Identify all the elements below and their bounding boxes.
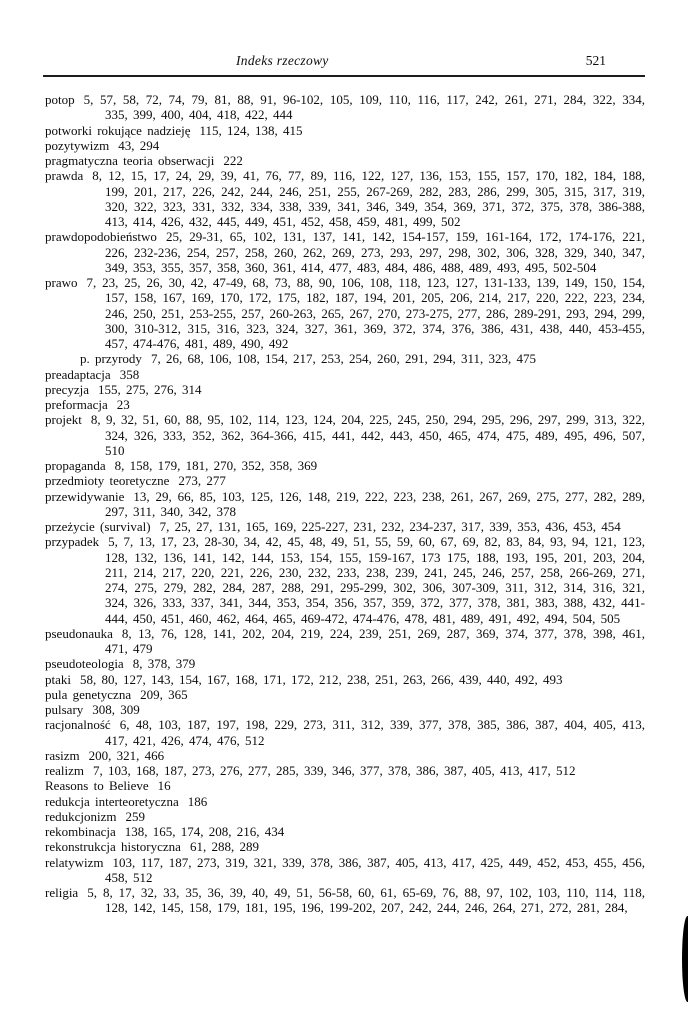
index-term: ptaki [45,671,71,687]
index-entry [45,153,645,168]
page-title: Indeks rzeczowy [236,53,329,68]
index-entry [45,275,645,351]
index-page-numbers: 358 [119,366,140,382]
index-term: pulsary [45,702,84,717]
index-term: przypadek [45,534,100,550]
index-term: Reasons to Believe [45,778,149,794]
index-entry [45,382,645,397]
index-page-numbers: 25, 29-31, 65, 102, 131, 137, 141, 142, 154-157, 159, 161-164, 172, 174-176, 221, 226, 232-236, 254, 257, 258, 260, 262, 269, 273, 293, 297, 298, 302, 306, 328, 329, 340, 347, 349, 353, 355, 357, 358, 360, 361, 414, 477, 483, 484, 486, 488, 489, 493, 495, 502-504 [105,229,645,275]
index-term: redukcja interteoretyczna [45,793,179,809]
index-page-numbers: 273, 277 [178,473,226,489]
index-term: pseudoteologia [45,656,124,672]
index-page-numbers: 115, 124, 138, 415 [199,122,303,138]
index-page-numbers: 8, 13, 76, 128, 141, 202, 204, 219, 224, 239, 251, 269, 287, 369, 374, 377, 378, 398, 461, 471, 479 [105,625,645,656]
index-entry [45,885,645,916]
index-page-numbers: 186 [187,793,208,809]
index-page-numbers: 6, 48, 103, 187, 197, 198, 229, 273, 311, 312, 339, 377, 378, 385, 386, 387, 404, 405, 413, 417, 421, 426, 474, 476, 512 [105,717,645,748]
index-term: pragmatyczna teoria obserwacji [45,153,215,168]
index-entry [45,794,645,809]
index-entry [45,168,645,229]
index-page-numbers: 103, 117, 187, 273, 319, 321, 339, 378, 386, 387, 405, 413, 417, 425, 449, 452, 453, 455, 456, 458, 512 [105,854,645,885]
index-term: rekombinacja [45,824,116,839]
index-entry [45,138,645,153]
index-page-numbers: 209, 365 [140,686,188,702]
index-term: pozytywizm [45,137,110,153]
index-entry [45,534,645,626]
index-term: prawdopodobieństwo [45,229,157,245]
index-term: preformacja [45,397,108,412]
index-entry [45,626,645,657]
index-term: potworki rokujące nadzieję [45,122,191,138]
index-entry [45,489,645,520]
index-entry [45,123,645,138]
index-entry [45,367,645,382]
index-page-numbers: 7, 26, 68, 106, 108, 154, 217, 253, 254, 260, 291, 294, 311, 323, 475 [150,351,536,367]
index-page-numbers: 5, 7, 13, 17, 23, 28-30, 34, 42, 45, 48, 49, 51, 55, 59, 60, 67, 69, 82, 83, 84, 93, 94, 121, 123, 128, 132, 136, 141, 142, 144, 153, 154, 155, 159-167, 173 175, 188, 193, 195, 201, 203, 204, 211, 214, 217, 220, 221, 226, 230, 232, 233, 238, 239, 241, 245, 246, 257, 258, 266-269, 271, 274, 275, 279, 282, 284, 287, 288, 291, 295-299, 302, 306, 307-309, 311, 312, 314, 316, 321, 324, 326, 333, 337, 341, 344, 353, 354, 356, 357, 359, 372, 377, 378, 381, 383, 388, 432, 441-444, 450, 451, 460, 462, 464, 465, 469-472, 474-476, 478, 481, 489, 491, 492, 494, 504, 505 [105,534,645,626]
index-page-numbers: 5, 57, 58, 72, 74, 79, 81, 88, 91, 96-102, 105, 109, 110, 116, 117, 242, 261, 271, 284, 322, 334, 335, 399, 400, 404, 418, 422, 444 [83,92,645,123]
index-term: racjonalność [45,717,111,733]
index-page-numbers: 8, 12, 15, 17, 24, 29, 39, 41, 76, 77, 89, 116, 122, 127, 136, 153, 155, 157, 170, 182, 184, 188, 199, 201, 217, 226, 242, 244, 246, 251, 255, 267-269, 282, 283, 286, 299, 305, 315, 317, 319, 320, 322, 323, 331, 332, 334, 338, 339, 341, 346, 349, 354, 369, 371, 372, 375, 378, 386-388, 413, 414, 426, 432, 445, 449, 451, 452, 458, 459, 481, 499, 502 [92,168,645,229]
index-term: precyzja [45,381,90,397]
index-entry [45,473,645,488]
index-term: prawo [45,275,78,290]
index-entry [45,763,645,778]
index-entry [45,458,645,473]
binding-shadow-artifact [682,916,688,1002]
index-page-numbers: 7, 23, 25, 26, 30, 42, 47-49, 68, 73, 88, 90, 106, 108, 118, 123, 127, 131-133, 139, 149, 150, 154, 157, 158, 167, 169, 170, 172, 175, 182, 187, 194, 201, 205, 206, 214, 217, 220, 222, 223, 234, 246, 250, 251, 253-255, 257, 260-263, 265, 267, 270, 273-275, 277, 286, 289-291, 293, 294, 299, 300, 310-312, 315, 316, 323, 324, 327, 361, 369, 372, 374, 376, 386, 431, 438, 440, 453-455, 457, 474-476, 481, 489, 490, 492 [86,275,645,351]
index-term: rekonstrukcja historyczna [45,839,181,855]
index-page-numbers: 23 [116,397,130,412]
page-number: 521 [585,53,606,68]
index-entry [45,519,645,534]
index-entry [45,809,645,824]
index-term: redukcjonizm [45,808,117,824]
index-entry [45,397,645,412]
index-page-numbers: 7, 103, 168, 187, 273, 276, 277, 285, 339, 346, 377, 378, 386, 387, 405, 413, 417, 512 [92,763,576,778]
index-entry [45,351,645,366]
index-page-numbers: 43, 294 [118,137,160,153]
index-page-numbers: 7, 25, 27, 131, 165, 169, 225-227, 231, 232, 234-237, 317, 339, 353, 436, 453, 454 [159,519,621,534]
index-page-numbers: 200, 321, 466 [88,747,165,763]
index-entry [45,672,645,687]
index-entry [45,824,645,839]
index-entry [45,748,645,763]
index-page-numbers: 13, 29, 66, 85, 103, 125, 126, 148, 219, 222, 223, 238, 261, 267, 269, 275, 277, 282, 289, 297, 311, 340, 342, 378 [105,488,645,519]
index-page-numbers: 222 [223,153,243,168]
index-entry [45,656,645,671]
index-page-numbers: 155, 275, 276, 314 [98,381,202,397]
index-entries [45,92,645,916]
index-entry [45,92,645,123]
index-term: projekt [45,412,82,428]
header-divider [43,75,645,77]
index-page-numbers: 61, 288, 289 [189,839,259,855]
index-term: propaganda [45,458,106,473]
index-term: realizm [45,763,84,778]
index-term: przeżycie (survival) [45,519,151,534]
index-page-numbers: 259 [125,808,145,824]
index-page-numbers: 308, 309 [92,702,140,717]
index-page-numbers: 16 [157,778,171,794]
index-term: relatywizm [45,854,104,870]
index-page-numbers: 5, 8, 17, 32, 33, 35, 36, 39, 40, 49, 51, 56-58, 60, 61, 65-69, 76, 88, 97, 102, 103, 110, 114, 118, 128, 142, 145, 158, 179, 181, 195, 196, 199-202, 207, 242, 244, 246, 264, 271, 272, 281, 284, [87,885,645,916]
index-term: rasizm [45,747,80,763]
index-term: religia [45,885,79,900]
index-page-numbers: 8, 158, 179, 181, 270, 352, 358, 369 [114,458,318,473]
index-entry [45,839,645,854]
index-term: prawda [45,168,84,184]
index-term: przedmioty teoretyczne [45,473,170,489]
index-term: pseudonauka [45,625,113,641]
index-entry [45,229,645,275]
index-page-numbers: 8, 9, 32, 51, 60, 88, 95, 102, 114, 123, 124, 204, 225, 245, 250, 294, 295, 296, 297, 299, 313, 322, 324, 326, 333, 352, 362, 364-366, 415, 441, 442, 443, 450, 465, 474, 475, 489, 495, 496, 507, 510 [90,412,645,458]
index-term: preadaptacja [45,366,111,382]
running-head [0,53,688,70]
index-entry [45,412,645,458]
index-term: przewidywanie [45,488,125,504]
index-term: p. przyrody [80,351,142,367]
index-term: pula genetyczna [45,686,132,702]
index-entry [45,702,645,717]
index-entry [45,717,645,748]
index-entry [45,855,645,886]
index-page-numbers: 58, 80, 127, 143, 154, 167, 168, 171, 172, 212, 238, 251, 263, 266, 439, 440, 492, 493 [80,671,563,687]
index-term: potop [45,92,75,107]
index-entry [45,687,645,702]
index-entry [45,778,645,793]
index-page-numbers: 8, 378, 379 [132,656,196,672]
index-page-numbers: 138, 165, 174, 208, 216, 434 [124,824,285,839]
